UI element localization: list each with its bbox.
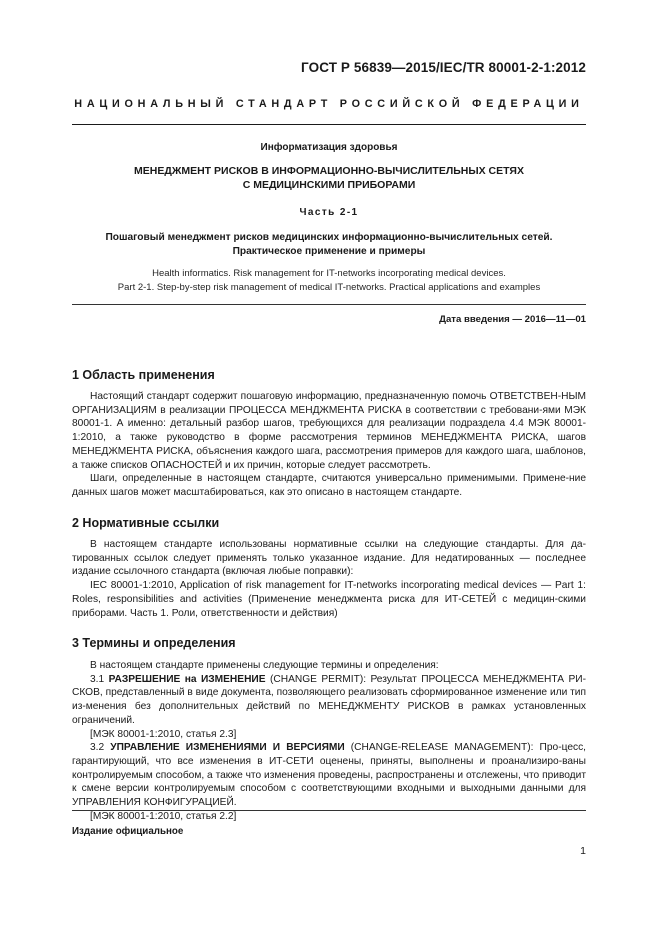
english-title-line-2: Part 2-1. Step-by-step risk management of medical IT-networks. Practical applications and examples bbox=[117, 282, 541, 293]
document-page bbox=[72, 0, 586, 935]
national-standard-banner: НАЦИОНАЛЬНЫЙ СТАНДАРТ РОССИЙСКОЙ ФЕДЕРАЦИИ bbox=[74, 98, 584, 110]
title-divider bbox=[72, 304, 586, 305]
section-3-heading: 3 Термины и определения bbox=[72, 636, 236, 650]
section-2-paragraph-1: В настоящем стандарте использованы нормативные ссылки на следующие стандарты. Для да-тированных ссылок следует применять только указанное издание. Для недатированных — последнее издание ссылочного стандарта (включая любые поправки): bbox=[72, 539, 586, 578]
section-3-body bbox=[72, 659, 586, 823]
term-3-1-definition: (CHANGE PERMIT): Результат ПРОЦЕССА МЕНЕДЖМЕНТА РИ-СКОВ, представленный в виде документа, позволяющего реализовать сформированное изменение или тип из-менения без дополнительных действий по МЕНЕДЖМЕНТУ РИСКОВ в рамках установленных ограничений. bbox=[72, 673, 587, 726]
main-title-line-2: С МЕДИЦИНСКИМИ ПРИБОРАМИ bbox=[242, 179, 416, 191]
main-title bbox=[72, 164, 586, 192]
term-3-2-definition: (CHANGE-RELEASE MANAGEMENT): Про-цесс, гарантирующий, что все изменения в ИТ-СЕТИ оценены, приняты, выполнены и проанализиро-ваны контролируемым способом, а также что изменения проведены, распространены и отслежены, что приводит к смене версии контролируемым способом с соответствующими входными и выходными данными для УПРАВЛЕНИЯ КОНФИГУРАЦИЕЙ. bbox=[72, 742, 586, 809]
standard-id: ГОСТ Р 56839—2015/IEC/TR 80001-2-1:2012 bbox=[301, 60, 586, 75]
part-label: Часть 2-1 bbox=[299, 207, 359, 218]
section-1-body bbox=[72, 390, 586, 500]
part-title bbox=[72, 231, 586, 259]
footer-divider bbox=[72, 810, 586, 811]
term-3-1-term: РАЗРЕШЕНИЕ на ИЗМЕНЕНИЕ bbox=[108, 673, 266, 685]
term-3-2-reference: [МЭК 80001-1:2010, статья 2.2] bbox=[90, 810, 237, 822]
section-2-body bbox=[72, 538, 586, 620]
section-2-paragraph-2: IEC 80001-1:2010, Application of risk management for IT-networks incorporating medical devices — Part 1: Roles, responsibilities and activities (Применение менеджмента риска для ИТ-СЕТЕЙ с медицин-скими приборами. Часть 1. Роли, ответственности и действия) bbox=[72, 580, 586, 619]
term-3-2-term: УПРАВЛЕНИЕ ИЗМЕНЕНИЯМИ И ВЕРСИЯМИ bbox=[110, 742, 345, 754]
main-title-line-1: МЕНЕДЖМЕНТ РИСКОВ В ИНФОРМАЦИОННО-ВЫЧИСЛИТЕЛЬНЫХ СЕТЯХ bbox=[134, 165, 524, 177]
page-number: 1 bbox=[580, 845, 586, 857]
english-title bbox=[72, 267, 586, 295]
section-1-heading: 1 Область применения bbox=[72, 368, 215, 382]
term-3-2 bbox=[72, 741, 586, 810]
part-title-line-2: Практическое применение и примеры bbox=[232, 246, 426, 257]
top-divider bbox=[72, 124, 586, 125]
date-of-introduction: Дата введения — 2016—11—01 bbox=[439, 314, 586, 325]
english-title-line-1: Health informatics. Risk management for IT-networks incorporating medical devices. bbox=[152, 268, 506, 279]
part-title-line-1: Пошаговый менеджмент рисков медицинских информационно-вычислительных сетей. bbox=[105, 232, 553, 243]
term-3-2-number: 3.2 bbox=[90, 742, 111, 754]
section-3-intro: В настоящем стандарте применены следующие термины и определения: bbox=[90, 660, 439, 671]
section-1-paragraph-2: Шаги, определенные в настоящем стандарте, считаются универсально применимыми. Примене-ние данных шагов может масштабироваться, как это описано в настоящем стандарте. bbox=[72, 473, 586, 498]
topic-title: Информатизация здоровья bbox=[260, 142, 398, 153]
section-1-paragraph-1: Настоящий стандарт содержит пошаговую информацию, предназначенную помочь ОТВЕТСТВЕН-НЫМ ОРГАНИЗАЦИЯМ в реализации ПРОЦЕССА МЕНДЖМЕНТА РИСКА в соответствии с требовани-ями МЭК 80001-1. А именно: детальный разбор шагов, требующихся для реализации подраздела 4.4 МЭК 80001-1:2010, а также руководство в форме рассмотрения терминов МЕНЕДЖМЕНТА РИСКА, шагов МЕНЕДЖМЕНТА РИСКА, объяснения каждого шага, рассмотрения примеров для каждого шага, шаблонов, а также списков ОПАСНОСТЕЙ и их причин, которые следует рассмотреть. bbox=[72, 391, 586, 471]
term-3-1 bbox=[72, 673, 586, 728]
edition-label: Издание официальное bbox=[72, 826, 184, 837]
section-2-heading: 2 Нормативные ссылки bbox=[72, 516, 220, 530]
term-3-1-reference: [МЭК 80001-1:2010, статья 2.3] bbox=[90, 728, 237, 740]
term-3-1-number: 3.1 bbox=[90, 673, 109, 685]
